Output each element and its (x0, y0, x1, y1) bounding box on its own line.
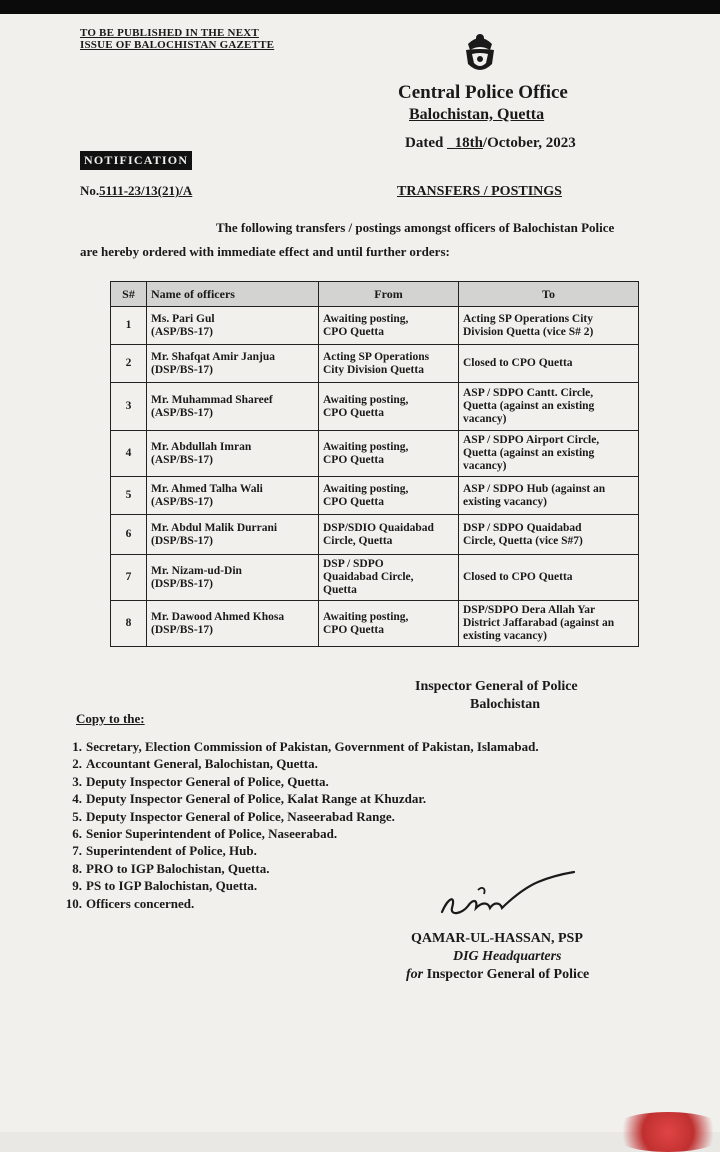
corner-badge-icon (608, 1112, 720, 1152)
cell-name (147, 345, 319, 383)
cell-from-line: Awaiting posting, (323, 482, 409, 495)
cell-to (459, 477, 639, 515)
list-item (58, 842, 539, 859)
cell-to-line: existing vacancy) (463, 495, 548, 508)
cell-to-line: Quetta (against an existing (463, 400, 595, 412)
notification-badge: NOTIFICATION (80, 151, 192, 170)
cell-from (319, 345, 459, 383)
cell-from-line: DSP/SDIO Quaidabad (323, 521, 434, 534)
subject-heading: TRANSFERS / POSTINGS (397, 184, 562, 199)
cell-name-line: (ASP/BS-17) (151, 495, 213, 508)
table-row (111, 555, 639, 601)
cell-name-line: Mr. Shafqat Amir Janjua (151, 350, 275, 363)
gazette-note (80, 27, 274, 51)
list-item-number: 8. (72, 860, 82, 876)
cell-to-line: vacancy) (463, 460, 507, 472)
list-item-text: PRO to IGP Balochistan, Quetta. (86, 860, 270, 876)
cell-from-line: Circle, Quetta (323, 534, 393, 547)
cell-name-line: Mr. Abdullah Imran (151, 440, 252, 453)
issuer-title: Inspector General of Police (415, 679, 578, 694)
cell-name-line: (ASP/BS-17) (151, 325, 213, 338)
cell-from-line: Awaiting posting, (323, 312, 409, 325)
cell-name (147, 477, 319, 515)
cell-from-line: Acting SP Operations (323, 350, 430, 363)
cell-name (147, 383, 319, 431)
list-item-text: Officers concerned. (86, 895, 195, 911)
cell-to-line: ASP / SDPO Cantt. Circle, (463, 387, 594, 399)
cell-from-line: CPO Quetta (323, 325, 385, 338)
header-from: From (319, 282, 459, 307)
cell-sno: 6 (111, 515, 147, 555)
cell-sno: 2 (111, 345, 147, 383)
reference-value: 5111-23/13(21)/A (99, 183, 193, 198)
cell-from-line: CPO Quetta (323, 495, 385, 508)
cell-to-line: Circle, Quetta (vice S#7) (463, 534, 583, 547)
cell-to-line: DSP / SDPO Quaidabad (463, 521, 582, 534)
office-location: Balochistan, Quetta (409, 106, 545, 123)
table-row (111, 345, 639, 383)
cell-to (459, 515, 639, 555)
cell-name-line: (DSP/BS-17) (151, 623, 213, 636)
cell-to-line: Closed to CPO Quetta (463, 357, 573, 369)
copy-to-heading: Copy to the: (76, 711, 145, 726)
cell-to (459, 383, 639, 431)
office-title: Central Police Office (398, 82, 568, 103)
transfers-table (110, 281, 639, 647)
cell-sno: 7 (111, 555, 147, 601)
list-item-text: Deputy Inspector General of Police, Quetta. (86, 773, 329, 789)
cell-from-line: DSP / SDPO (323, 558, 384, 570)
cell-from (319, 383, 459, 431)
cell-sno: 4 (111, 431, 147, 477)
cell-name (147, 307, 319, 345)
list-item-text: Deputy Inspector General of Police, Kalat Range at Khuzdar. (86, 791, 427, 807)
list-item (58, 755, 539, 772)
body-line-2: are hereby ordered with immediate effect and until further orders: (80, 244, 450, 259)
cell-from-line: Awaiting posting, (323, 440, 409, 453)
list-item (58, 825, 539, 842)
police-emblem-icon (460, 30, 500, 76)
list-item (58, 773, 539, 790)
cell-from-line: City Division Quetta (323, 363, 424, 376)
list-item-text: PS to IGP Balochistan, Quetta. (86, 878, 258, 894)
cell-from (319, 477, 459, 515)
body-line-1: The following transfers / postings amongst officers of Balochistan Police (216, 220, 615, 235)
cell-to-line: vacancy) (463, 413, 507, 425)
cell-to-line: Division Quetta (vice S# 2) (463, 325, 594, 338)
list-item (58, 808, 539, 825)
cell-to-line: ASP / SDPO Hub (against an (463, 482, 606, 495)
cell-sno: 8 (111, 601, 147, 647)
cell-sno: 1 (111, 307, 147, 345)
cell-to (459, 345, 639, 383)
cell-to (459, 555, 639, 601)
signatory-designation: DIG Headquarters (453, 949, 562, 964)
cell-from (319, 601, 459, 647)
header-to: To (459, 282, 639, 307)
reference-prefix: No. (80, 183, 100, 198)
table-row (111, 515, 639, 555)
list-item-number: 9. (72, 878, 82, 894)
cell-name-line: Mr. Ahmed Talha Wali (151, 482, 263, 495)
header-sno: S# (111, 282, 147, 307)
header-name: Name of officers (147, 282, 319, 307)
list-item-number: 7. (72, 843, 82, 859)
cell-name-line: Mr. Dawood Ahmed Khosa (151, 610, 285, 623)
cell-from-line: Quaidabad Circle, (323, 571, 414, 583)
cell-name-line: (ASP/BS-17) (151, 406, 213, 419)
cell-to (459, 431, 639, 477)
cell-name (147, 601, 319, 647)
cell-to-line: Closed to CPO Quetta (463, 571, 573, 583)
signatory-for-line (406, 967, 589, 983)
list-item-text: Secretary, Election Commission of Pakistan, Government of Pakistan, Islamabad. (86, 739, 539, 754)
list-item (58, 790, 539, 807)
handwritten-signature (438, 868, 578, 924)
date-day: 18th (454, 135, 483, 151)
list-item-number: 4. (72, 791, 82, 807)
list-item-text: Senior Superintendent of Police, Naseerabad. (86, 825, 338, 841)
table-row (111, 601, 639, 647)
list-item-text: Superintendent of Police, Hub. (86, 843, 257, 859)
table-header-row (111, 282, 639, 307)
cell-name-line: (ASP/BS-17) (151, 453, 213, 466)
date-rest: /October, 2023 (482, 135, 576, 151)
cell-from (319, 555, 459, 601)
reference-number (80, 183, 192, 199)
list-item (58, 738, 539, 755)
issuer-region: Balochistan (470, 697, 541, 712)
list-item-number: 10. (65, 895, 82, 911)
gazette-note-line-1: TO BE PUBLISHED IN THE NEXT (80, 27, 259, 39)
cell-name-line: (DSP/BS-17) (151, 577, 213, 590)
table-row (111, 307, 639, 345)
cell-name-line: Mr. Muhammad Shareef (151, 393, 273, 406)
cell-sno: 3 (111, 383, 147, 431)
table-row (111, 477, 639, 515)
cell-from (319, 515, 459, 555)
cell-to (459, 601, 639, 647)
gazette-note-line-2: ISSUE OF BALOCHISTAN GAZETTE (80, 39, 275, 51)
date-line: Dated _18th/October, 2023 (405, 135, 576, 151)
cell-from-line: Awaiting posting, (323, 393, 409, 406)
list-item-number: 2. (72, 756, 82, 772)
cell-from (319, 307, 459, 345)
cell-from-line: CPO Quetta (323, 453, 385, 466)
cell-to-line: District Jaffarabad (against an (463, 617, 615, 629)
cell-name-line: Ms. Pari Gul (151, 312, 215, 325)
list-item-number: 6. (72, 825, 82, 841)
signatory-name: QAMAR-UL-HASSAN, PSP (411, 931, 583, 946)
cell-from-line: CPO Quetta (323, 623, 385, 636)
list-item-number: 5. (72, 808, 82, 824)
cell-from-line: Quetta (323, 584, 357, 596)
list-item-number: 3. (72, 773, 82, 789)
cell-name-line: Mr. Nizam-ud-Din (151, 564, 242, 577)
cell-to-line: Acting SP Operations City (463, 312, 594, 325)
date-label: Dated (405, 135, 444, 151)
signatory-for-rest: Inspector General of Police (426, 967, 590, 982)
list-item-number: 1. (72, 739, 82, 754)
cell-name (147, 515, 319, 555)
cell-to (459, 307, 639, 345)
top-black-bar (0, 0, 720, 14)
table-row (111, 431, 639, 477)
list-item-text: Deputy Inspector General of Police, Naseerabad Range. (86, 808, 395, 824)
cell-name-line: (DSP/BS-17) (151, 363, 213, 376)
cell-from (319, 431, 459, 477)
cell-to-line: existing vacancy) (463, 630, 548, 642)
cell-to-line: DSP/SDPO Dera Allah Yar (463, 604, 596, 616)
cell-sno: 5 (111, 477, 147, 515)
cell-from-line: CPO Quetta (323, 406, 385, 419)
list-item-text: Accountant General, Balochistan, Quetta. (86, 756, 318, 772)
signatory-for-word: for (406, 967, 424, 982)
cell-from-line: Awaiting posting, (323, 610, 409, 623)
cell-name (147, 431, 319, 477)
cell-to-line: Quetta (against an existing (463, 447, 595, 459)
cell-name (147, 555, 319, 601)
cell-to-line: ASP / SDPO Airport Circle, (463, 434, 600, 446)
cell-name-line: Mr. Abdul Malik Durrani (151, 521, 278, 534)
cell-name-line: (DSP/BS-17) (151, 534, 213, 547)
table-row (111, 383, 639, 431)
